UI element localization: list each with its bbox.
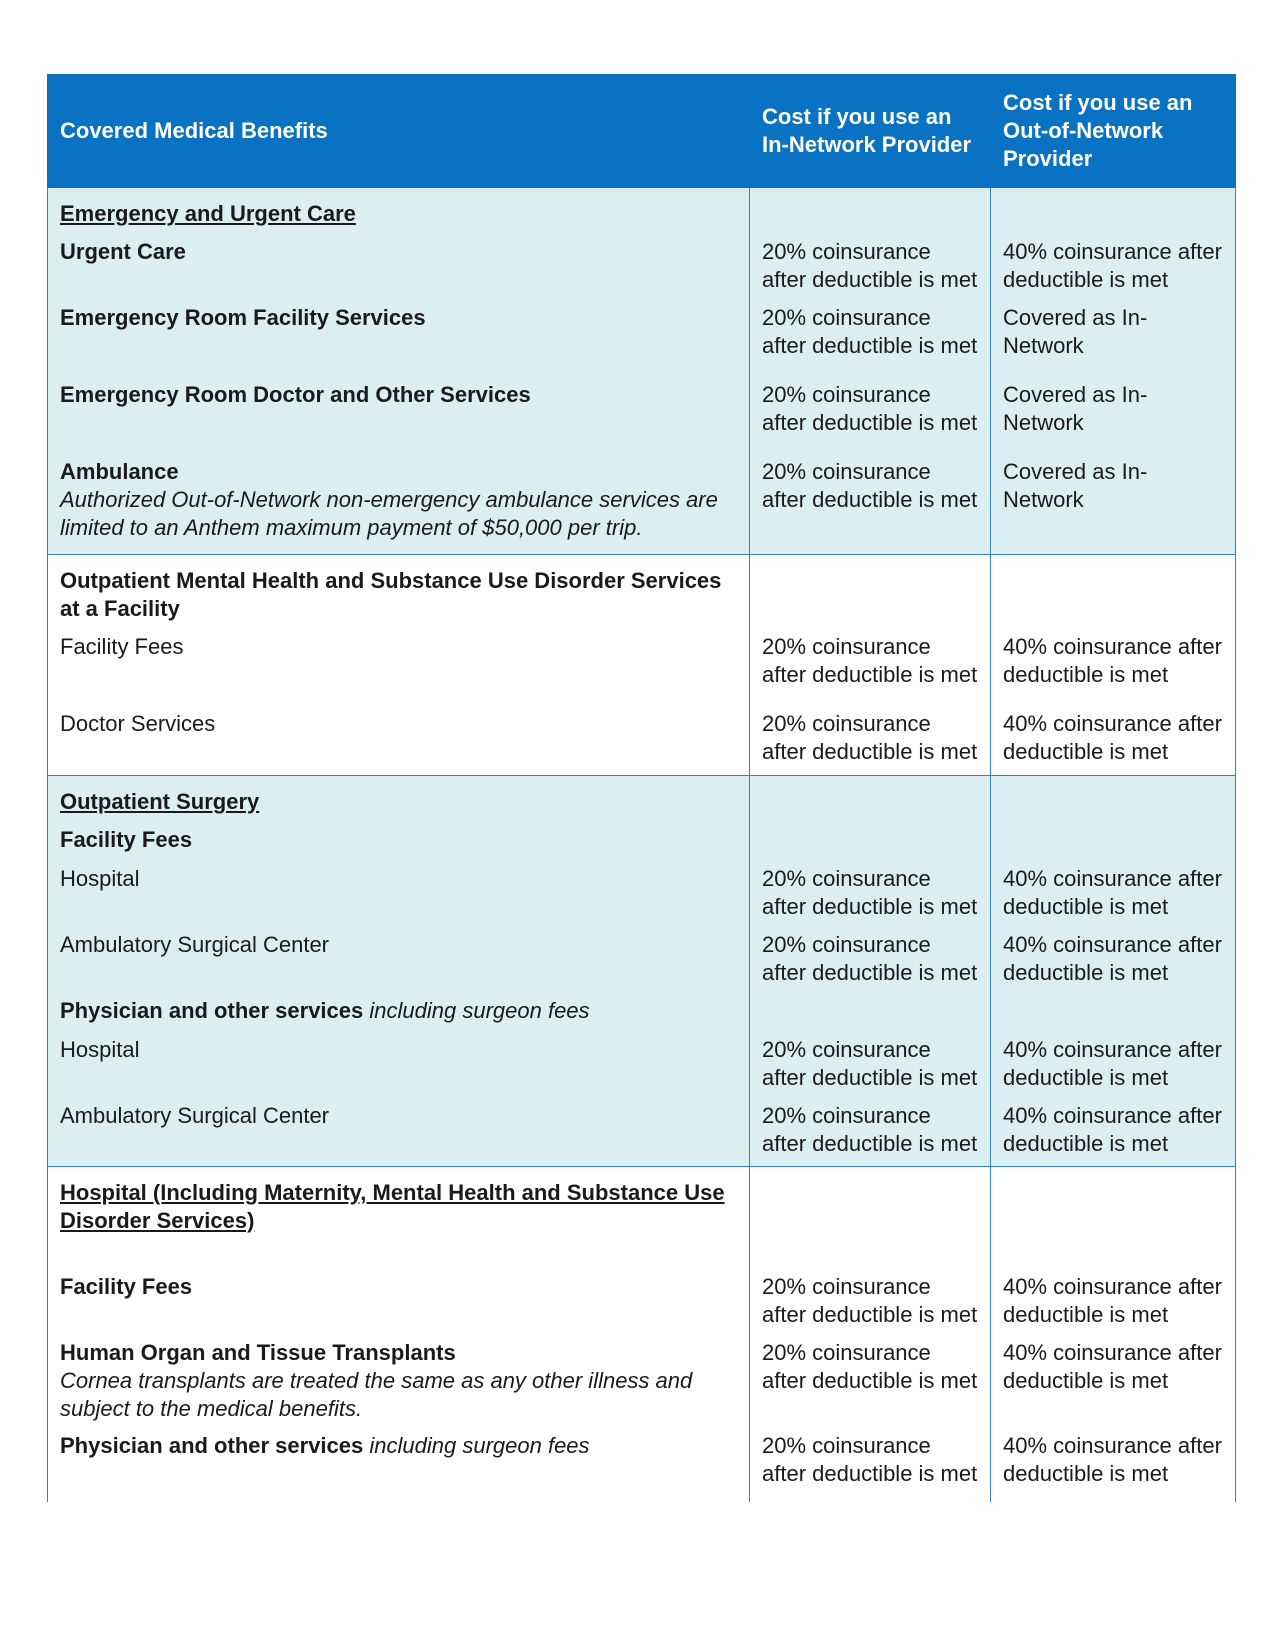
table-row [48,865,1236,931]
table-row [48,381,1236,458]
subsection-title: Physician and other services [60,998,364,1023]
table-row [48,567,1236,633]
table-row [48,1102,1236,1166]
out-of-network-cost: 40% coinsurance after deductible is met [991,1102,1236,1166]
section-emergency-urgent-care [48,188,1236,555]
benefit-name: Emergency Room Doctor and Other Services [48,381,750,458]
benefit-name: Hospital [48,865,750,931]
benefit-name: Ambulatory Surgical Center [48,1102,750,1166]
in-network-cost: 20% coinsurance after deductible is met [750,1339,991,1432]
benefit-name: Doctor Services [48,710,750,776]
table-row [48,1432,1236,1502]
table-row [48,1179,1236,1273]
out-of-network-cost: 40% coinsurance after deductible is met [991,1273,1236,1339]
in-network-cost: 20% coinsurance after deductible is met [750,710,991,776]
table-row [48,304,1236,381]
benefits-document [47,74,1235,1502]
in-network-cost: 20% coinsurance after deductible is met [750,238,991,304]
in-network-cost: 20% coinsurance after deductible is met [750,1102,991,1166]
benefit-name: Facility Fees [48,1273,750,1339]
benefit-name: Human Organ and Tissue Transplants [60,1339,456,1365]
section-outpatient-surgery [48,776,1236,1167]
section-hospital [48,1166,1236,1502]
out-of-network-cost: 40% coinsurance after deductible is met [991,1036,1236,1102]
benefit-note: including surgeon fees [369,1432,590,1458]
benefits-table [47,74,1236,1502]
section-title: Outpatient Mental Health and Substance Use Disorder Services at a Facility [48,567,750,633]
table-row [48,710,1236,776]
benefit-name: Ambulance [60,459,179,484]
benefit-name: Ambulatory Surgical Center [48,931,750,997]
header-out-of-network: Cost if you use an Out-of-Network Provider [991,75,1236,188]
header-covered-benefits: Covered Medical Benefits [48,75,750,188]
out-of-network-cost: 40% coinsurance after deductible is met [991,710,1236,776]
table-row [48,826,1236,865]
table-row [48,1339,1236,1432]
in-network-cost: 20% coinsurance after deductible is met [750,633,991,710]
table-row [48,788,1236,826]
benefit-name: Facility Fees [48,633,750,710]
out-of-network-cost: Covered as In-Network [991,458,1236,554]
in-network-cost: 20% coinsurance after deductible is met [750,458,991,554]
in-network-cost: 20% coinsurance after deductible is met [750,865,991,931]
section-title: Hospital (Including Maternity, Mental Health and Substance Use Disorder Services) [60,1179,725,1233]
table-row [48,458,1236,554]
out-of-network-cost: 40% coinsurance after deductible is met [991,1432,1236,1502]
in-network-cost: 20% coinsurance after deductible is met [750,1273,991,1339]
table-header-row [48,75,1236,188]
subsection-title: Facility Fees [48,826,750,865]
table-row [48,997,1236,1036]
section-outpatient-mental-health [48,554,1236,776]
benefit-name: Hospital [48,1036,750,1102]
header-in-network: Cost if you use an In-Network Provider [750,75,991,188]
out-of-network-cost: 40% coinsurance after deductible is met [991,633,1236,710]
benefit-name: Urgent Care [48,238,750,304]
benefit-name: Emergency Room Facility Services [48,304,750,381]
in-network-cost: 20% coinsurance after deductible is met [750,1432,991,1502]
out-of-network-cost: 40% coinsurance after deductible is met [991,865,1236,931]
in-network-cost: 20% coinsurance after deductible is met [750,1036,991,1102]
out-of-network-cost: 40% coinsurance after deductible is met [991,1339,1236,1432]
out-of-network-cost: Covered as In-Network [991,304,1236,381]
in-network-cost: 20% coinsurance after deductible is met [750,381,991,458]
table-row [48,931,1236,997]
in-network-cost: 20% coinsurance after deductible is met [750,931,991,997]
table-row [48,1273,1236,1339]
out-of-network-cost: 40% coinsurance after deductible is met [991,238,1236,304]
out-of-network-cost: Covered as In-Network [991,381,1236,458]
table-row [48,1036,1236,1102]
table-row [48,200,1236,238]
out-of-network-cost: 40% coinsurance after deductible is met [991,931,1236,997]
section-title: Emergency and Urgent Care [60,201,356,226]
table-row [48,238,1236,304]
section-title: Outpatient Surgery [60,789,260,814]
table-row [48,633,1236,710]
benefit-note: Authorized Out-of-Network non-emergency ambulance services are limited to an Anthem maximum payment of $50,000 per trip. [60,487,718,540]
benefit-name: Physician and other services [60,1432,364,1458]
benefit-note: Cornea transplants are treated the same as any other illness and subject to the medical benefits. [60,1367,693,1421]
in-network-cost: 20% coinsurance after deductible is met [750,304,991,381]
subsection-note: including surgeon fees [369,998,590,1023]
